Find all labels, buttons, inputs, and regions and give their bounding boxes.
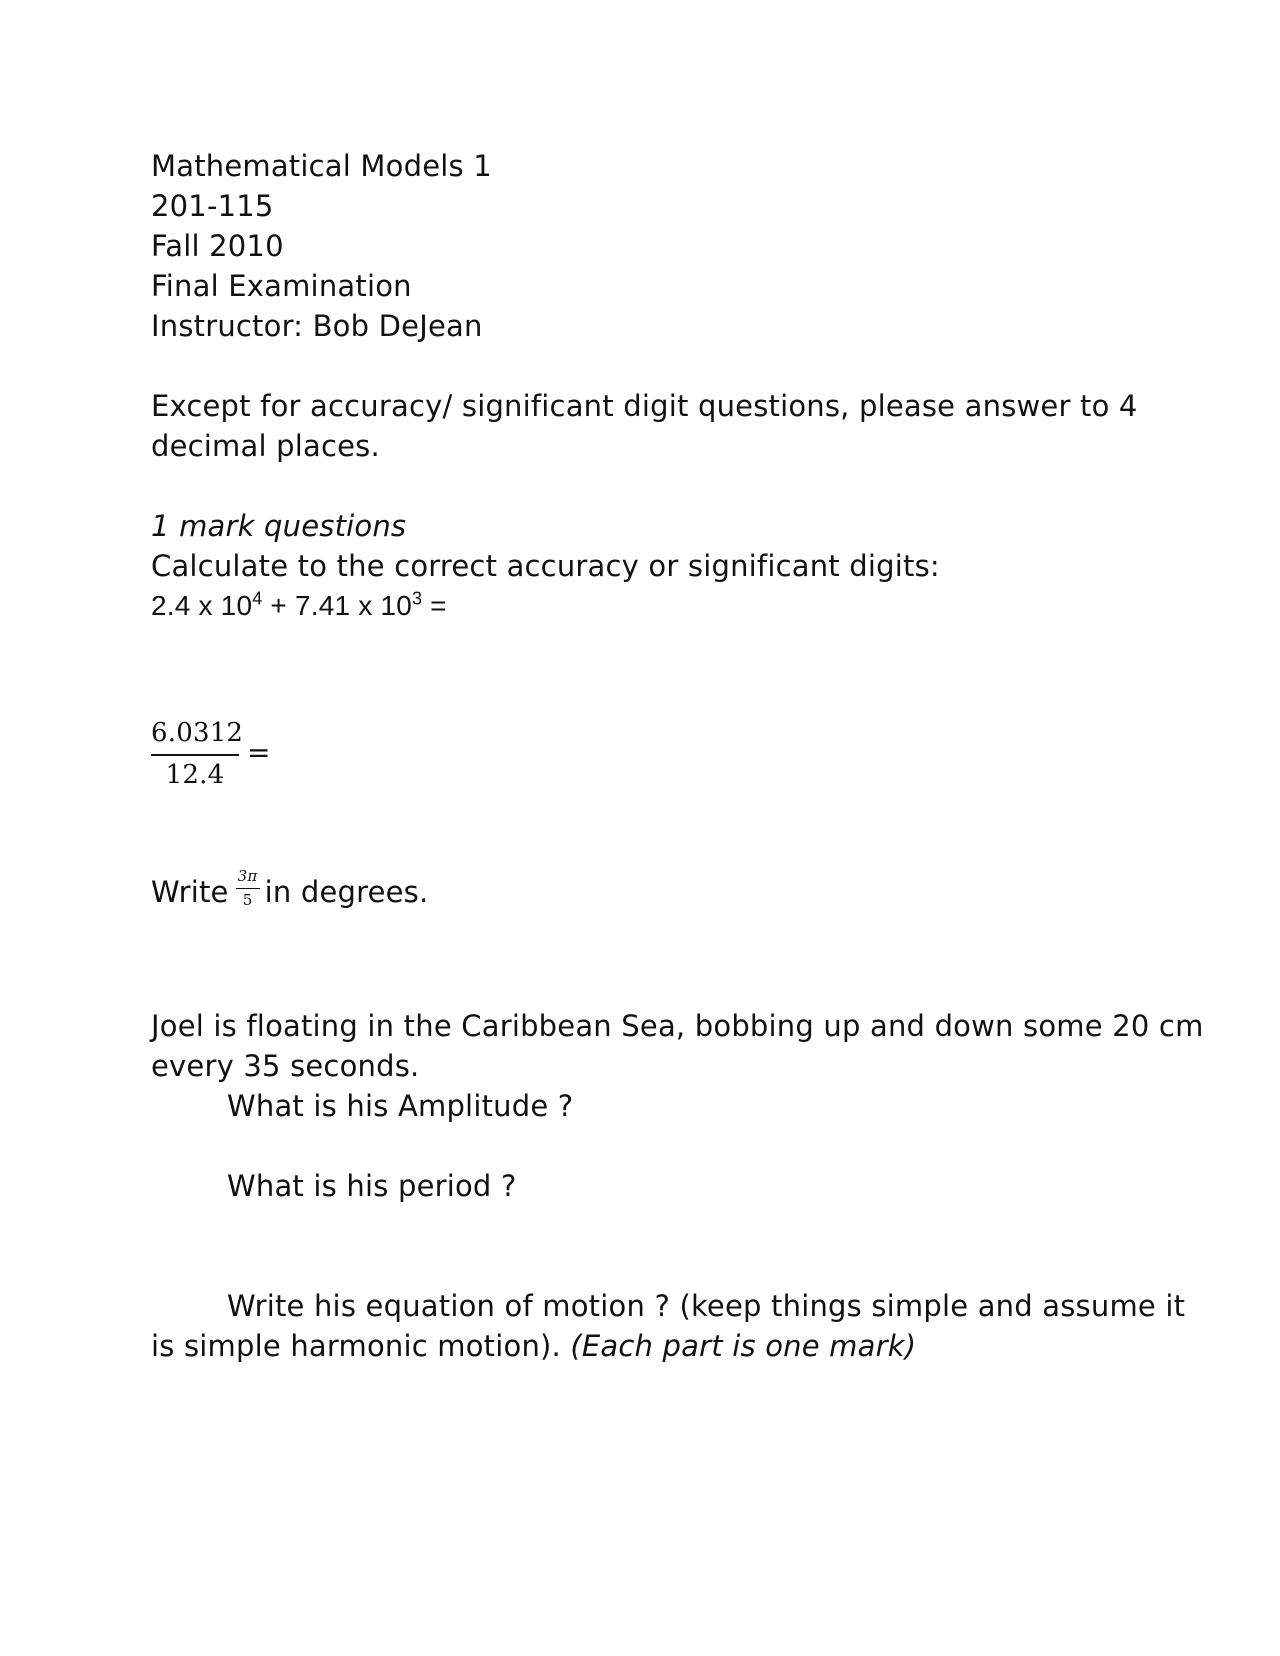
course-title: Mathematical Models 1 <box>151 149 492 183</box>
q1-prompt: Calculate to the correct accuracy or significant digits: <box>151 549 940 583</box>
q1-equals: = <box>422 590 447 621</box>
q2-equals: = <box>247 736 271 769</box>
q3-frac-num: 3π <box>237 867 258 885</box>
q4-line-1: Joel is floating in the Caribbean Sea, bobbing up and down some 20 cm <box>151 1009 1204 1043</box>
q1-expression <box>151 586 447 626</box>
q4-amplitude: What is his Amplitude ? <box>227 1089 574 1123</box>
term: Fall 2010 <box>151 229 284 263</box>
q3-frac-bar <box>236 888 260 889</box>
exam-title: Final Examination <box>151 269 412 303</box>
q1-exp-a: 4 <box>252 588 263 609</box>
q4-period: What is his period ? <box>227 1169 517 1203</box>
instructor: Instructor: Bob DeJean <box>151 309 483 343</box>
q4-equation-line-1: Write his equation of motion ? (keep things simple and assume it <box>227 1289 1186 1323</box>
q2-numerator: 6.0312 <box>151 718 244 748</box>
instructions-line-2: decimal places. <box>151 429 380 463</box>
q2-fraction-bar <box>151 754 239 756</box>
q3-fraction <box>235 867 261 912</box>
q3-before: Write <box>151 875 229 909</box>
q3-after: in degrees. <box>264 875 429 909</box>
q2-denominator: 12.4 <box>165 760 225 790</box>
q4-line-2: every 35 seconds. <box>151 1049 420 1083</box>
q3-frac-den: 5 <box>242 891 253 909</box>
q4-equation-text: is simple harmonic motion). <box>151 1329 571 1363</box>
q3-line <box>151 867 429 912</box>
q1-term-a: 2.4 x 10 <box>151 590 253 621</box>
q1-exp-b: 3 <box>411 588 423 609</box>
instructions-line-1: Except for accuracy/ significant digit questions, please answer to 4 <box>151 389 1138 423</box>
section-title: 1 mark questions <box>151 509 407 543</box>
q1-term-b: + 7.41 x 10 <box>262 590 412 621</box>
q4-equation-line-2 <box>151 1326 916 1366</box>
course-code: 201-115 <box>151 189 274 223</box>
q4-equation-note: (Each part is one mark) <box>570 1329 917 1363</box>
